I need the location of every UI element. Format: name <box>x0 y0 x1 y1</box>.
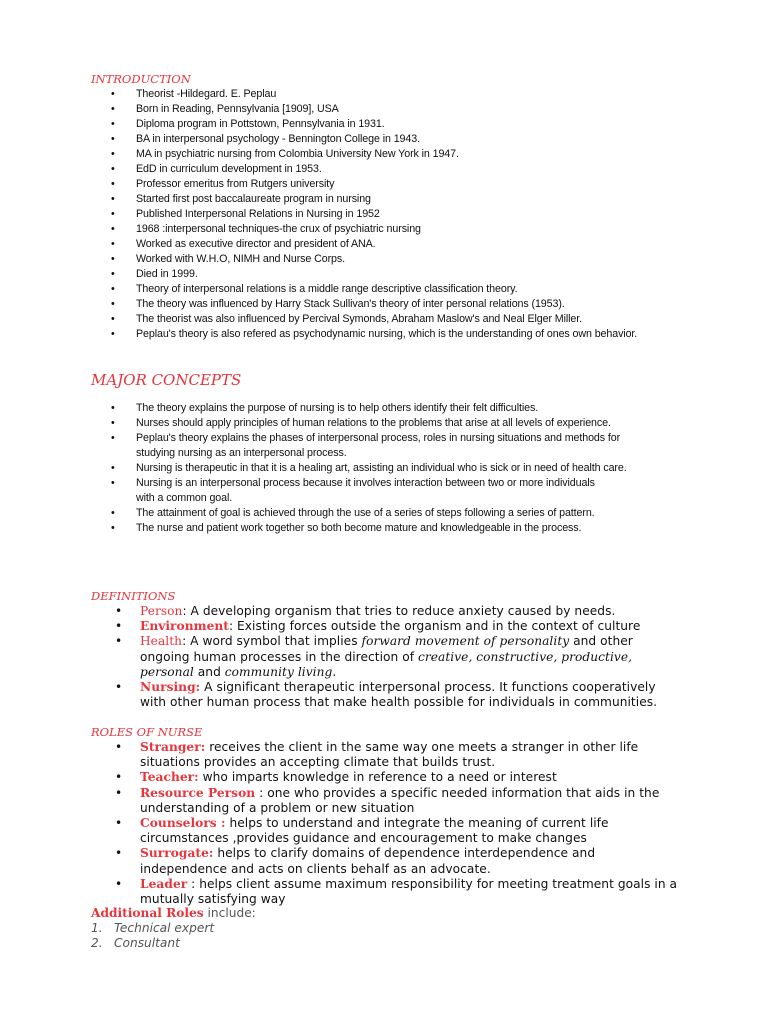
definition-text: A significant therapeutic interpersonal process. It functions cooperatively with other human process that make health possible for individuals in communities. <box>140 680 658 710</box>
list-item: • The attainment of goal is achieved through the use of a series of steps following a series of pattern. <box>111 506 641 521</box>
additional-roles-line <box>91 906 256 921</box>
list-item: • Published Interpersonal Relations in Nursing in 1952 <box>111 207 681 222</box>
definition-text: : A word symbol that implies <box>182 634 362 649</box>
role-text: : helps client assume maximum responsibility for meeting treatment goals in a mutually satisfying way <box>140 876 678 907</box>
major-concepts-list <box>111 401 681 536</box>
list-item <box>91 921 391 936</box>
role-term: Counselors : <box>140 816 226 831</box>
list-item: • Started first post baccalaureate program in nursing <box>111 192 681 207</box>
list-item <box>91 936 391 951</box>
definitions-list <box>115 604 680 710</box>
list-item: • Peplau's theory is also refered as psychodynamic nursing, which is the understanding of ones own behavior. <box>111 327 641 342</box>
list-item: • Peplau's theory explains the phases of interpersonal process, roles in nursing situations and methods for studying nursing as an interpersonal process. <box>111 431 656 461</box>
definition-person <box>115 604 680 619</box>
list-item: • 1968 :interpersonal techniques-the crux of psychiatric nursing <box>111 222 681 237</box>
definition-italic-text: community living <box>224 664 333 679</box>
list-item: • Born in Reading, Pennsylvania [1909], USA <box>111 102 681 117</box>
roles-list <box>115 740 680 907</box>
definition-text: : Existing forces outside the organism and in the context of culture <box>228 619 641 634</box>
introduction-list <box>111 87 681 342</box>
introduction-heading: INTRODUCTION <box>91 72 191 86</box>
list-item: • Nurses should apply principles of human relations to the problems that arise at all levels of experience. <box>111 416 636 431</box>
list-item: • BA in interpersonal psychology - Bennington College in 1943. <box>111 132 681 147</box>
role-stranger <box>115 740 680 770</box>
definitions-heading: DEFINITIONS <box>91 589 176 603</box>
list-item: • Professor emeritus from Rutgers university <box>111 177 681 192</box>
list-item: • Theory of interpersonal relations is a middle range descriptive classification theory. <box>111 282 681 297</box>
list-item: • MA in psychiatric nursing from Colombia University New York in 1947. <box>111 147 681 162</box>
role-term: Leader <box>140 876 188 891</box>
definition-term: Nursing: <box>140 680 201 695</box>
definition-nursing <box>115 680 680 710</box>
additional-roles-text: include: <box>203 906 256 920</box>
definition-text: and <box>193 664 225 679</box>
role-text: helps to understand and integrate the meaning of current life circumstances ,provides guidance and encouragement to make changes <box>140 816 609 846</box>
role-term: Stranger: <box>140 740 206 754</box>
definition-text: : A developing organism that tries to reduce anxiety caused by needs. <box>182 604 616 618</box>
list-item: • The theory was influenced by Harry Stack Sullivan's theory of inter personal relations (1953). <box>111 297 681 312</box>
roles-heading: ROLES OF NURSE <box>91 725 203 739</box>
role-text: : one who provides a specific needed information that aids in the understanding of a problem or new situation <box>140 785 660 815</box>
additional-roles-list <box>91 921 391 951</box>
list-item: • EdD in curriculum development in 1953. <box>111 162 681 177</box>
role-text: who imparts knowledge in reference to a need or interest <box>198 770 557 785</box>
list-number: 1. <box>91 921 103 935</box>
list-item: • Theorist -Hildegard. E. Peplau <box>111 87 681 102</box>
definition-italic-text: creative, constructive, productive, personal <box>140 649 633 679</box>
role-counselors <box>115 816 680 846</box>
major-concepts-heading: MAJOR CONCEPTS <box>91 371 242 389</box>
role-text: receives the client in the same way one meets a stranger in other life situations provides an accepting climate that builds trust. <box>140 740 639 770</box>
list-item-label: Consultant <box>114 936 180 950</box>
list-item: • The theorist was also influenced by Percival Symonds, Abraham Maslow's and Neal Elger Miller. <box>111 312 681 327</box>
list-number: 2. <box>91 936 103 950</box>
role-resource-person <box>115 786 680 816</box>
list-item: • Diploma program in Pottstown, Pennsylvania in 1931. <box>111 117 681 132</box>
definition-italic-text: forward movement of personality <box>361 634 570 649</box>
role-text: helps to clarify domains of dependence interdependence and independence and acts on clients behalf as an advocate. <box>140 846 596 876</box>
list-item: • The nurse and patient work together so both become mature and knowledgeable in the process. <box>111 521 681 536</box>
list-item: • The theory explains the purpose of nursing is to help others identify their felt difficulties. <box>111 401 681 416</box>
list-item: • Nursing is an interpersonal process because it involves interaction between two or more individuals with a common goal. <box>111 476 616 506</box>
role-term: Teacher: <box>140 770 199 785</box>
additional-roles-term: Additional Roles <box>91 906 204 920</box>
list-item: • Nursing is therapeutic in that it is a healing art, assisting an individual who is sick or in need of health care. <box>111 461 666 476</box>
definition-environment <box>115 619 680 634</box>
definition-text: and other ongoing human processes in the direction of <box>140 634 633 664</box>
list-item: • Died in 1999. <box>111 267 681 282</box>
definition-term: Person <box>140 604 183 618</box>
definition-term: Environment <box>140 619 229 634</box>
definition-health <box>115 634 680 680</box>
role-teacher <box>115 770 680 785</box>
role-term: Surrogate: <box>140 846 214 861</box>
definition-term: Health <box>140 634 183 649</box>
list-item: • Worked as executive director and president of ANA. <box>111 237 681 252</box>
list-item: • Worked with W.H.O, NIMH and Nurse Corps. <box>111 252 681 267</box>
role-term: Resource Person <box>140 785 256 800</box>
definition-text: . <box>332 664 337 679</box>
list-item-label: Technical expert <box>114 921 215 935</box>
role-leader <box>115 877 680 907</box>
role-surrogate <box>115 846 680 876</box>
